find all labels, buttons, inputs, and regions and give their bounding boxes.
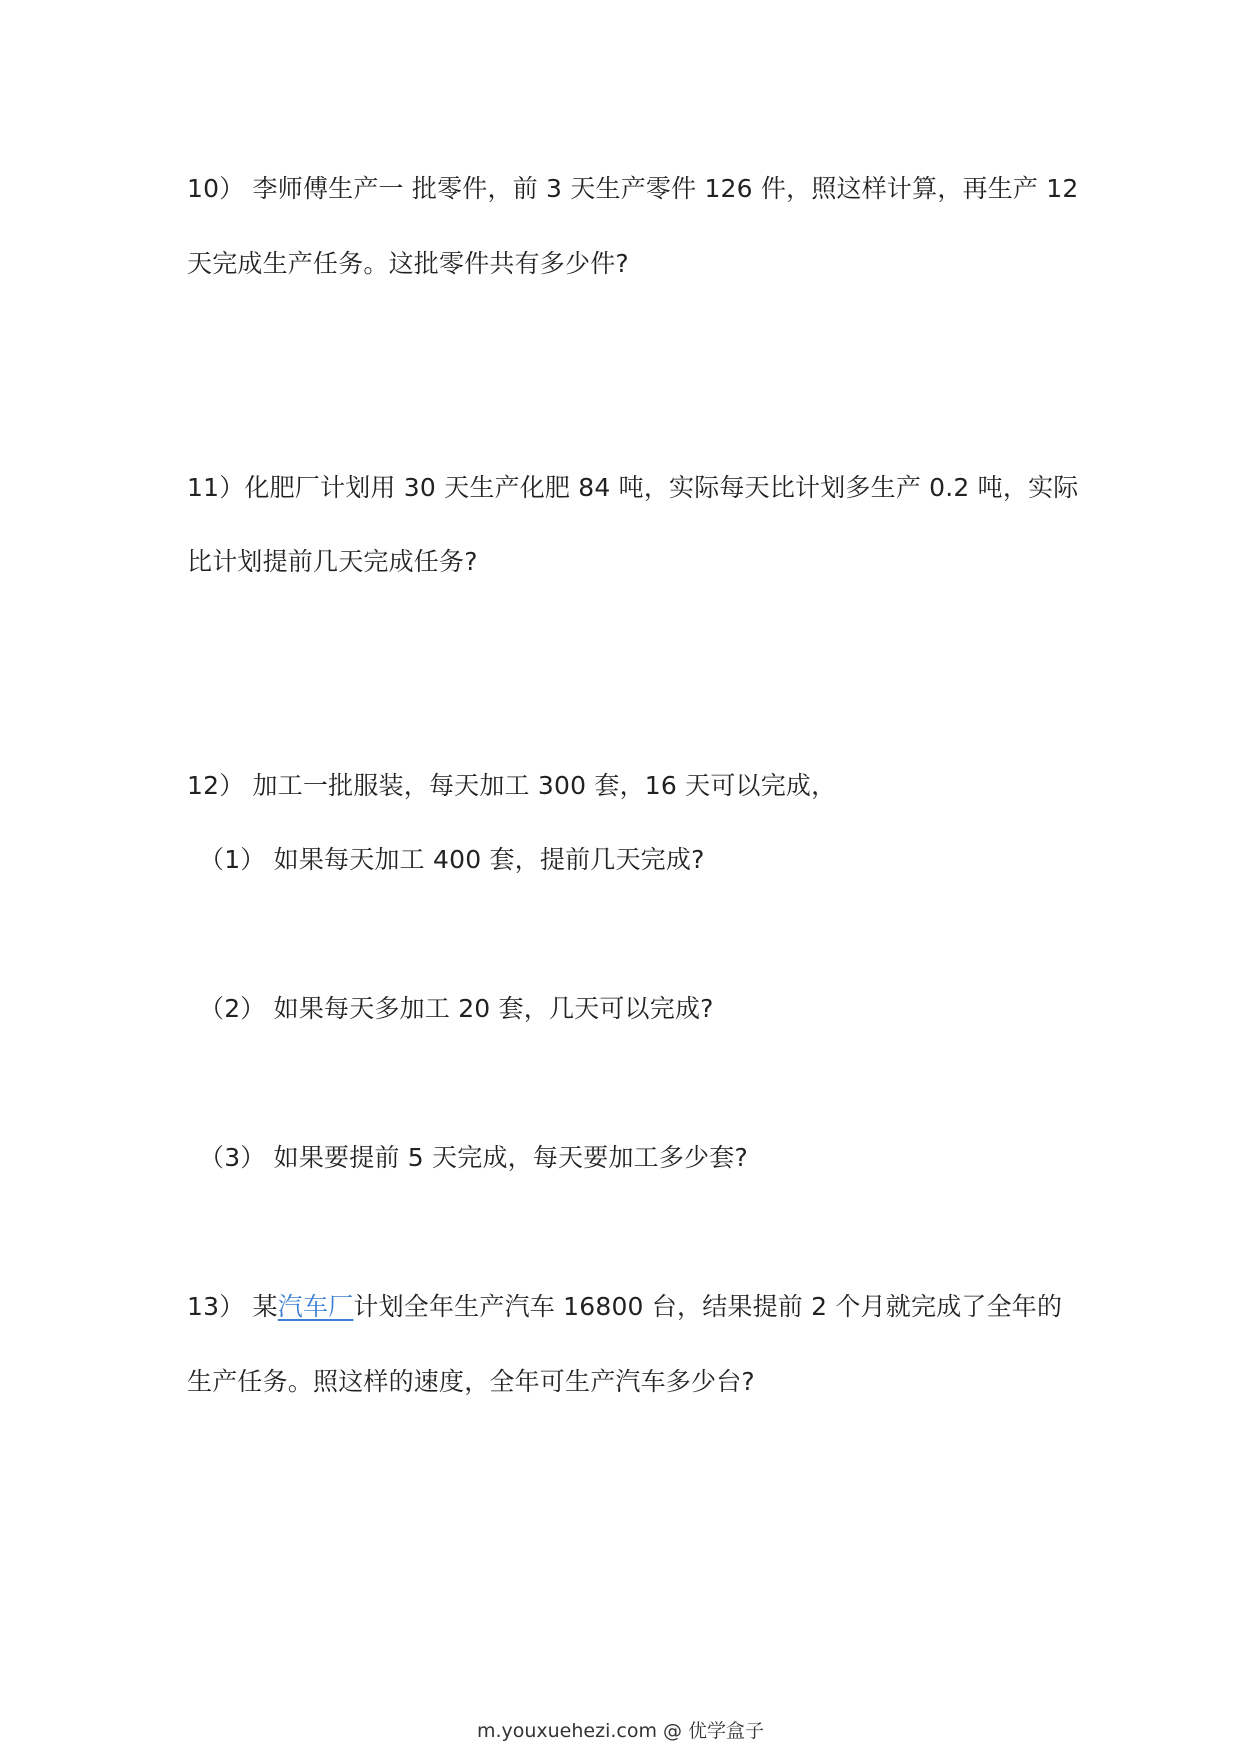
problem-13-line-2: 生产任务。照这样的速度，全年可生产汽车多少台? (187, 1367, 755, 1396)
problem-13-line-1 (187, 1290, 1062, 1324)
problem-12-line-1: 12） 加工一批服装，每天加工 300 套，16 天可以完成， (187, 771, 837, 800)
problem-11-line-2: 比计划提前几天完成任务? (187, 547, 478, 576)
problem-12-subquestion-3: （3） 如果要提前 5 天完成，每天要加工多少套? (199, 1143, 748, 1172)
problem-10-line-2: 天完成生产任务。这批零件共有多少件? (187, 249, 629, 278)
problem-13-line-1-start: 13） 某 (187, 1292, 278, 1321)
footer-watermark: m.youxuehezi.com @ 优学盒子 (476, 1720, 765, 1742)
problem-13-line-1-rest: 计划全年生产汽车 16800 台，结果提前 2 个月就完成了全年的 (353, 1292, 1063, 1321)
problem-12-subquestion-1: （1） 如果每天加工 400 套，提前几天完成? (199, 845, 705, 874)
problem-11-line-1: 11）化肥厂计划用 30 天生产化肥 84 吨，实际每天比计划多生产 0.2 吨，实际 (187, 473, 1079, 502)
car-factory-link[interactable]: 汽车厂 (277, 1292, 354, 1321)
problem-10-line-1: 10） 李师傅生产一 批零件，前 3 天生产零件 126 件，照这样计算，再生产 12 (187, 174, 1079, 203)
problem-12-subquestion-2: （2） 如果每天多加工 20 套，几天可以完成? (199, 994, 714, 1023)
